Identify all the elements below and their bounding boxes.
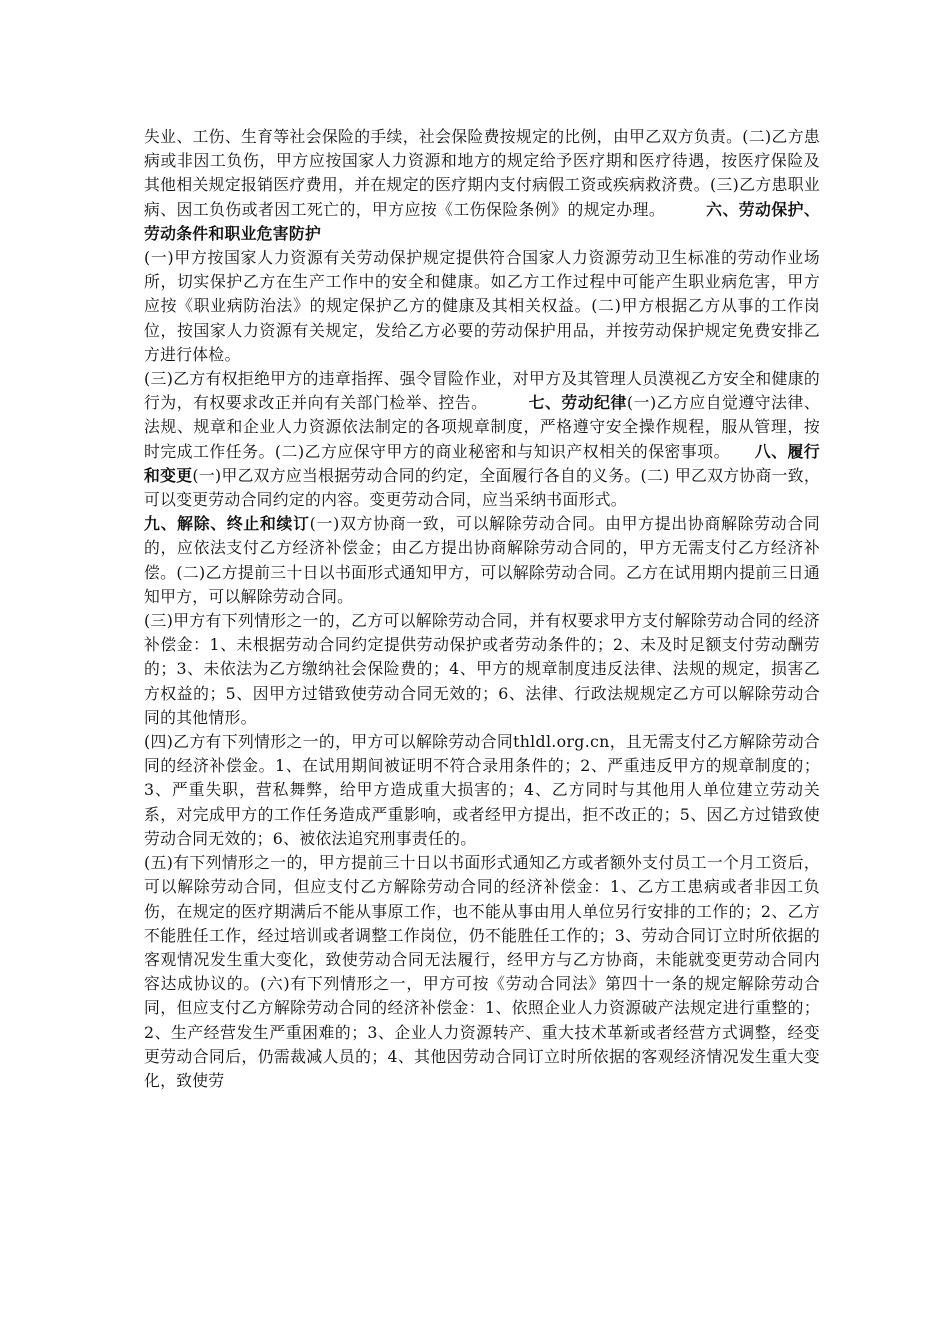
text-segment: (三)甲方有下列情形之一的，乙方可以解除劳动合同，并有权要求甲方支付解除劳动合同的经济补偿金：1、未根据劳动合同约定提供劳动保护或者劳动条件的；2、未及时足额支付劳动酬劳的；3、未依法为乙方缴纳社会保险费的；4、甲方的规章制度违反法律、法规的规定，损害乙方权益的；5、因甲方过错致使劳动合同无效的；6、法律、行政法规规定乙方可以解除劳动合同的其他情形。 (144, 611, 820, 727)
section-heading-7: 七、劳动纪律 (528, 393, 627, 413)
paragraph-termination (144, 512, 820, 609)
text-segment: (三)乙方有权拒绝甲方的违章指挥、强令冒险作业，对甲方及其管理人员漠视乙方安全和健康的行为，有权要求改正并向有关部门检举、控告。 (144, 369, 820, 413)
paragraph-discipline-and-changes (144, 367, 820, 512)
text-segment: 失业、工伤、生育等社会保险的手续，社会保险费按规定的比例，由甲乙双方负责。(二)乙方患病或非因工负伤，甲方应按国家人力资源和地方的规定给予医疗期和医疗待遇，按医疗保险及其他相关规定报销医疗费用，并在规定的医疗期内支付病假工资或疾病救济费。(三)乙方患职业病、因工负伤或者因工死亡的，甲方应按《工伤保险条例》的规定办理。 (144, 127, 820, 219)
paragraph-clause-3 (144, 609, 820, 730)
text-segment: (一)双方协商一致，可以解除劳动合同。由甲方提出协商解除劳动合同的，应依法支付乙方经济补偿金；由乙方提出协商解除劳动合同的，甲方无需支付乙方经济补偿。(二)乙方提前三十日以书面形式通知甲方，可以解除劳动合同。乙方在试用期内提前三日通知甲方，可以解除劳动合同。 (144, 514, 820, 606)
section-heading-8: 八、履行和变更 (144, 441, 820, 485)
paragraph-social-insurance (144, 125, 820, 246)
section-heading-6: 六、劳动保护、劳动条件和职业危害防护 (144, 199, 820, 243)
text-segment: (一)甲方按国家人力资源有关劳动保护规定提供符合国家人力资源劳动卫生标准的劳动作业场所，切实保护乙方在生产工作中的安全和健康。如乙方工作过程中可能产生职业病危害，甲方应按《职业病防治法》的规定保护乙方的健康及其相关权益。(二)甲方根据乙方从事的工作岗位，按国家人力资源有关规定，发给乙方必要的劳动保护用品，并按劳动保护规定免费安排乙方进行体检。 (144, 248, 820, 364)
text-segment: (一)乙方应自觉遵守法律、法规、规章和企业人力资源依法制定的各项规章制度，严格遵守安全操作规程，服从管理，按时完成工作任务。(二)乙方应保守甲方的商业秘密和与知识产权相关的保密事项。 (144, 393, 820, 461)
text-segment: (一)甲乙双方应当根据劳动合同的约定，全面履行各自的义务。(二) 甲乙双方协商一致，可以变更劳动合同约定的内容。变更劳动合同，应当采纳书面形式。 (144, 465, 820, 510)
document-body (144, 125, 820, 1093)
text-segment: (五)有下列情形之一的，甲方提前三十日以书面形式通知乙方或者额外支付员工一个月工资后，可以解除劳动合同，但应支付乙方解除劳动合同的经济补偿金：1、乙方工患病或者非因工负伤，在规定的医疗期满后不能从事原工作，也不能从事由用人单位另行安排的工作的；2、乙方不能胜任工作，经过培训或者调整工作岗位，仍不能胜任工作的；3、劳动合同订立时所依据的客观情况发生重大变化，致使劳动合同无法履行，经甲方与乙方协商，未能就变更劳动合同内容达成协议的。(六)有下列情形之一，甲方可按《劳动合同法》第四十一条的规定解除劳动合同，但应支付乙方解除劳动合同的经济补偿金：1、依照企业人力资源破产法规定进行重整的；2、生产经营发生严重困难的；3、企业人力资源转产、重大技术革新或者经营方式调整，经变更劳动合同后，仍需裁减人员的；4、其他因劳动合同订立时所依据的客观经济情况发生重大变化，致使劳 (144, 853, 820, 1090)
section-heading-9: 九、解除、终止和续订 (144, 514, 310, 534)
paragraph-labor-protection (144, 246, 820, 367)
paragraph-clause-4 (144, 730, 820, 851)
paragraph-clause-5-6 (144, 851, 820, 1093)
text-segment: (四)乙方有下列情形之一的，甲方可以解除劳动合同thldl.org.cn，且无需支付乙方解除劳动合同的经济补偿金。1、在试用期间被证明不符合录用条件的；2、严重违反甲方的规章制度的；3、严重失职，营私舞弊，给甲方造成重大损害的；4、乙方同时与其他用人单位建立劳动关系，对完成甲方的工作任务造成严重影响，或者经甲方提出，拒不改正的；5、因乙方过错致使劳动合同无效的；6、被依法追究刑事责任的。 (144, 732, 820, 848)
